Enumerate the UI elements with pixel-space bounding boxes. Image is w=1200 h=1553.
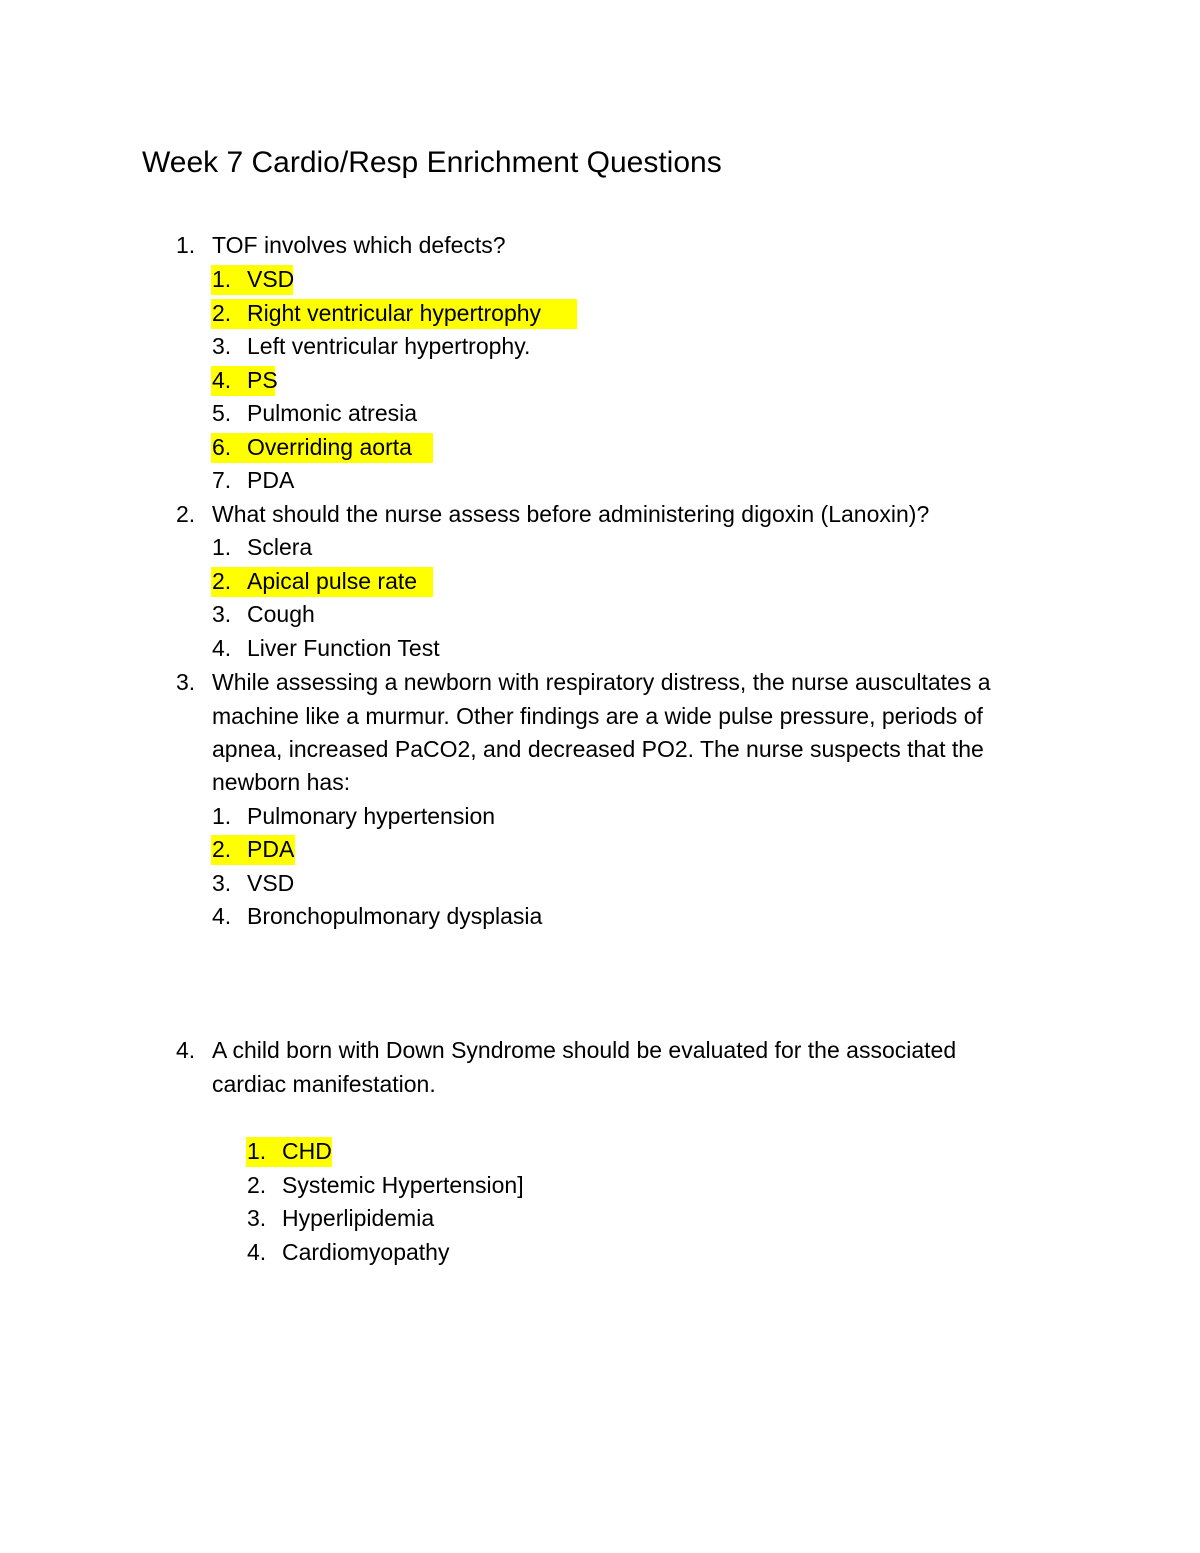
option-text: Cough [247, 601, 315, 627]
option-text: Right ventricular hypertrophy [247, 300, 542, 326]
option-number: 6. [212, 434, 232, 460]
option-text: Pulmonic atresia [247, 400, 418, 426]
question-text: What should the nurse assess before administering digoxin (Lanoxin)? [212, 501, 930, 527]
question-text: While assessing a newborn with respiratory distress, the nurse auscultates a [212, 669, 991, 695]
option-number: 5. [212, 400, 232, 426]
option-number: 3. [247, 1205, 267, 1231]
question-number: 1. [176, 232, 196, 258]
option-text: Bronchopulmonary dysplasia [247, 903, 543, 929]
option-number: 3. [212, 601, 232, 627]
question-text: cardiac manifestation. [212, 1071, 436, 1097]
option-text: Apical pulse rate [247, 568, 418, 594]
option-text: PS [247, 367, 278, 393]
option-number: 1. [212, 803, 232, 829]
option-number: 1. [247, 1138, 267, 1164]
option-number: 2. [247, 1172, 267, 1198]
document-title: Week 7 Cardio/Resp Enrichment Questions [142, 146, 722, 179]
option-number: 2. [212, 568, 232, 594]
question-number: 3. [176, 669, 196, 695]
option-number: 4. [247, 1239, 267, 1265]
option-text: Left ventricular hypertrophy. [247, 333, 531, 359]
option-number: 1. [212, 266, 232, 292]
option-text: CHD [282, 1138, 332, 1164]
option-number: 3. [212, 333, 232, 359]
option-text: VSD [247, 870, 295, 896]
question-text: newborn has: [212, 769, 351, 795]
option-text: Sclera [247, 534, 313, 560]
option-text: Overriding aorta [247, 434, 412, 460]
question-text: machine like a murmur. Other findings are a wide pulse pressure, periods of [212, 703, 983, 729]
option-number: 4. [212, 367, 232, 393]
option-number: 2. [212, 836, 232, 862]
question-text: apnea, increased PaCO2, and decreased PO2. The nurse suspects that the [212, 736, 984, 762]
option-text: Hyperlipidemia [282, 1205, 435, 1231]
option-text: PDA [247, 836, 295, 862]
option-text: PDA [247, 467, 295, 493]
option-text: VSD [247, 266, 295, 292]
option-text: Systemic Hypertension] [282, 1172, 524, 1198]
option-text: Pulmonary hypertension [247, 803, 496, 829]
option-text: Cardiomyopathy [282, 1239, 450, 1265]
question-text: TOF involves which defects? [212, 232, 506, 258]
option-number: 4. [212, 903, 232, 929]
option-number: 4. [212, 635, 232, 661]
option-number: 2. [212, 300, 232, 326]
option-number: 7. [212, 467, 232, 493]
option-number: 3. [212, 870, 232, 896]
option-text: Liver Function Test [247, 635, 440, 661]
question-text: A child born with Down Syndrome should be evaluated for the associated [212, 1037, 957, 1063]
question-number: 2. [176, 501, 196, 527]
option-number: 1. [212, 534, 232, 560]
question-number: 4. [176, 1037, 196, 1063]
